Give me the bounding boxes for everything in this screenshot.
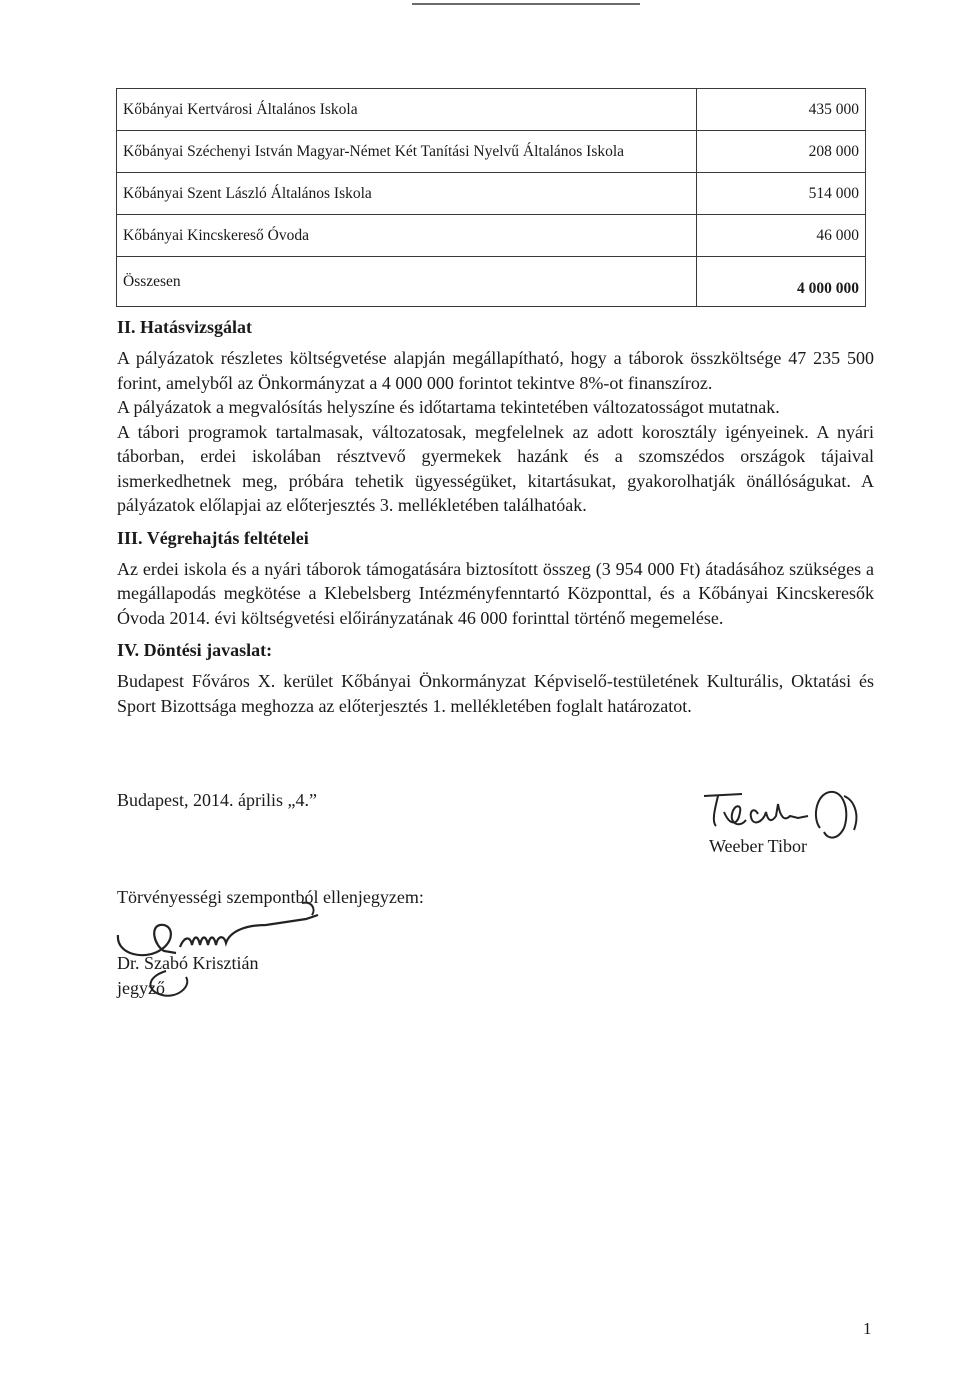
paragraph: Budapest Főváros X. kerület Kőbányai Önkormányzat Képviselő-testületének Kulturális, Oktatási és Sport Bizottsága meghozza az előterjesztés 1. mellékletében foglalt határozatot. <box>117 671 874 716</box>
paragraph: A pályázatok részletes költségvetése alapján megállapítható, hogy a táborok összköltsége 47 235 500 forint, amelyből az Önkormányzat a 4 000 000 forintot tekintve 8%-ot finanszíroz. <box>117 348 874 393</box>
total-label: Összesen <box>117 257 697 307</box>
table-row <box>117 131 866 173</box>
table-total-row <box>117 257 866 307</box>
countersigner-name: Dr. Szabó Krisztián <box>117 953 259 973</box>
top-rule <box>412 3 640 5</box>
table-row <box>117 89 866 131</box>
countersign-label: Törvényességi szempontból ellenjegyzem: <box>117 887 424 907</box>
school-name: Kőbányai Széchenyi István Magyar-Német Két Tanítási Nyelvű Általános Iskola <box>117 131 697 173</box>
table-row <box>117 215 866 257</box>
date-line: Budapest, 2014. április „4.” <box>117 790 317 810</box>
countersignature-image <box>106 895 336 1005</box>
school-name: Kőbányai Kincskereső Óvoda <box>117 215 697 257</box>
paragraph: A tábori programok tartalmasak, változatosak, megfelelnek az adott korosztály igényeinek. A nyári táborban, erdei iskolában résztvevő gyermekek hazánk és a szomszédos országok tájaival ismerkedhetnek meg, próbára tehetik ügyességüket, kitartásukat, gyakorolhatják önállóságukat. A pályázatok előlapjai az előterjesztés 3. mellékletében találhatóak. <box>117 421 874 515</box>
amount: 435 000 <box>697 89 866 131</box>
table-row <box>117 173 866 215</box>
paragraph: Az erdei iskola és a nyári táborok támogatására biztosított összeg (3 954 000 Ft) átadásához szükséges a megállapodás megkötése a Klebelsberg Intézményfenntartó Központtal, és a Kőbányai Kincskeresők Óvoda 2014. évi költségvetési előirányzatának 46 000 forinttal történő megemelése. <box>117 558 874 628</box>
page-number: 1 <box>863 1319 872 1338</box>
document-body <box>117 317 874 718</box>
amount: 514 000 <box>697 173 866 215</box>
signer-name: Weeber Tibor <box>709 836 808 856</box>
countersigner-title: jegyző <box>117 978 165 998</box>
school-name: Kőbányai Szent László Általános Iskola <box>117 173 697 215</box>
section-heading-proposal: IV. Döntési javaslat: <box>117 640 273 660</box>
section-heading-conditions: III. Végrehajtás feltételei <box>117 527 309 548</box>
school-name: Kőbányai Kertvárosi Általános Iskola <box>117 89 697 131</box>
section-heading-impact: II. Hatásvizsgálat <box>117 317 252 337</box>
amount: 46 000 <box>697 215 866 257</box>
amount: 208 000 <box>697 131 866 173</box>
total-amount: 4 000 000 <box>697 257 866 307</box>
budget-table <box>116 88 866 307</box>
paragraph: A pályázatok a megvalósítás helyszíne és időtartama tekintetében változatosságot mutatnak. <box>117 397 780 417</box>
